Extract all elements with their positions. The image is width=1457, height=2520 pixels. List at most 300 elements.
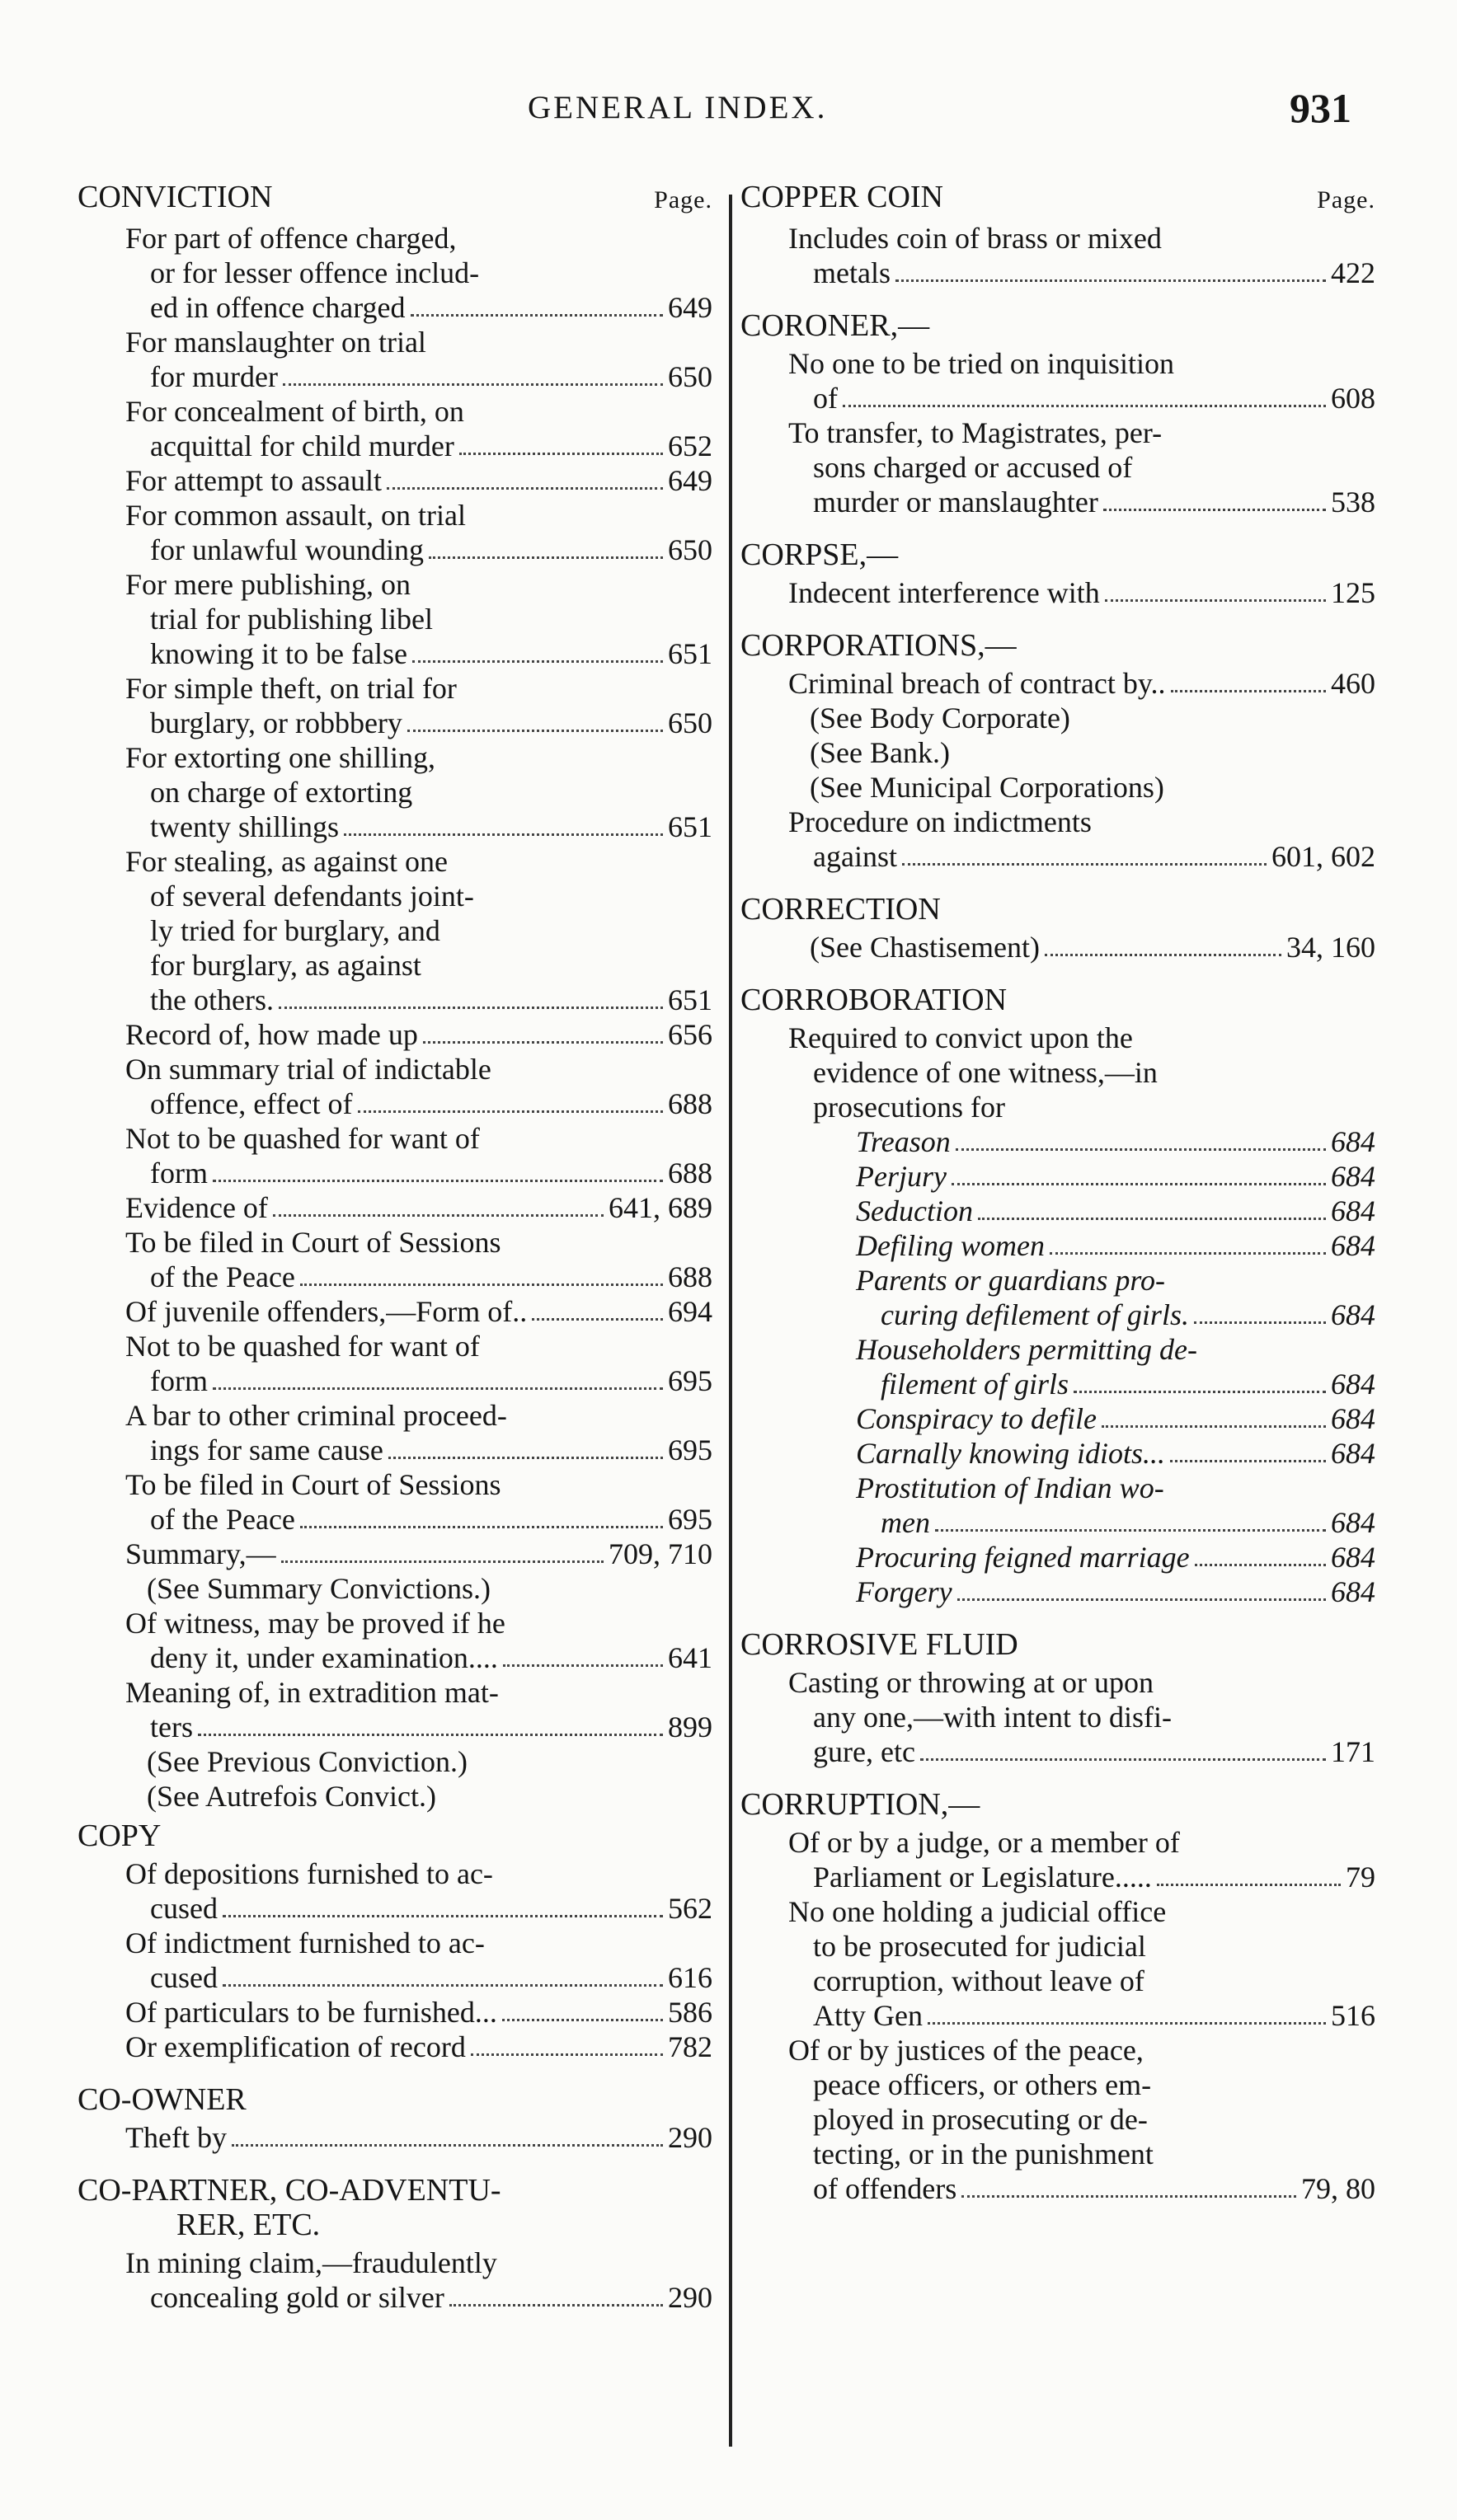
entry-text: ed in offence charged (150, 291, 406, 324)
entry-line: ployed in prosecuting or de- (813, 2103, 1148, 2136)
entry-line: Not to be quashed for want of (125, 1122, 480, 1155)
index-entry (125, 394, 712, 463)
index-subentry (856, 1436, 1375, 1471)
page-reference: 651 (668, 637, 712, 670)
index-entry (125, 1995, 712, 2030)
dot-leader (198, 1734, 663, 1736)
entry-line (788, 666, 1375, 701)
entry-line (788, 256, 1375, 290)
dot-leader (412, 660, 663, 663)
entry-line (856, 1367, 1375, 1401)
entry-line (125, 1640, 712, 1675)
index-entries-copper-coin (740, 221, 1375, 290)
dot-leader (407, 730, 663, 732)
entry-text: concealing gold or silver (150, 2281, 444, 2314)
entry-text: Or exemplification of record (125, 2030, 466, 2063)
page-reference: 684 (1331, 1506, 1375, 1539)
index-heading-corrosive-fluid: CORROSIVE FLUID (740, 1627, 1018, 1662)
entry-line (125, 1891, 712, 1926)
index-entries-co-partner (78, 2245, 712, 2315)
index-entry (125, 671, 712, 740)
index-entry (788, 805, 1375, 874)
entry-text: ters (150, 1711, 193, 1743)
index-entry (788, 346, 1375, 415)
page-reference: 684 (1331, 1298, 1375, 1331)
entry-line: Prostitution of Indian wo- (856, 1471, 1164, 1504)
page-reference: 649 (668, 464, 712, 497)
dot-leader (471, 2053, 663, 2056)
entry-line (856, 1194, 1375, 1228)
entry-text: Seduction (856, 1194, 973, 1227)
entry-line: of several defendants joint- (150, 880, 474, 913)
page-reference: 641, 689 (609, 1191, 712, 1224)
index-entry (125, 1398, 712, 1467)
dot-leader (843, 405, 1326, 407)
entry-text: for murder (150, 360, 278, 393)
page-reference: 601, 602 (1271, 840, 1375, 873)
entry-line: A bar to other criminal proceed- (125, 1399, 507, 1432)
index-subentry (856, 1540, 1375, 1574)
entry-line (125, 429, 712, 463)
entry-line: To be filed in Court of Sessions (125, 1468, 501, 1501)
entry-text: Of particulars to be furnished... (125, 1996, 497, 2029)
page-reference: 782 (668, 2030, 712, 2063)
entry-line: For stealing, as against one (125, 845, 448, 878)
left-column-header (78, 180, 712, 218)
entry-line: For mere publishing, on (125, 568, 411, 601)
entry-text: for unlawful wounding (150, 533, 424, 566)
entry-line (125, 983, 712, 1017)
entry-line: for burglary, as against (150, 949, 421, 982)
entry-line: on charge of extorting (150, 776, 413, 809)
dot-leader (957, 1598, 1326, 1601)
index-heading-corpse: CORPSE,— (740, 537, 899, 572)
entry-text: curing defilement of girls. (881, 1298, 1189, 1331)
page-reference: 695 (668, 1364, 712, 1397)
page-reference: 899 (668, 1711, 712, 1743)
page-reference: 34, 160 (1286, 931, 1375, 964)
page-reference: 684 (1331, 1541, 1375, 1574)
page-reference: 688 (668, 1260, 712, 1293)
entry-line (125, 1363, 712, 1398)
dot-leader (429, 556, 663, 559)
entry-text: of (813, 382, 838, 415)
index-entry (788, 2033, 1375, 2206)
entry-text: of offenders (813, 2172, 957, 2205)
dot-leader (1157, 1884, 1341, 1886)
dot-leader (344, 833, 663, 836)
page-reference: 688 (668, 1157, 712, 1190)
see-reference: (See Bank.) (810, 736, 950, 769)
entry-line: For manslaughter on trial (125, 326, 426, 359)
index-entry (125, 221, 712, 325)
entry-line (788, 485, 1375, 519)
page-reference: 652 (668, 429, 712, 462)
index-entry (788, 1894, 1375, 2033)
entry-line (125, 1433, 712, 1467)
index-heading-correction: CORRECTION (740, 892, 941, 927)
dot-leader (961, 2195, 1296, 2198)
entry-line: tecting, or in the punishment (813, 2138, 1154, 2170)
entry-text: Summary,— (125, 1537, 276, 1570)
entry-line (788, 839, 1375, 874)
index-entry (125, 498, 712, 567)
page-reference: 684 (1331, 1437, 1375, 1470)
index-entry (125, 1052, 712, 1121)
entry-line: For common assault, on trial (125, 499, 466, 532)
entry-line: For extorting one shilling, (125, 741, 435, 774)
entry-text: Conspiracy to defile (856, 1402, 1097, 1435)
page-reference: 290 (668, 2121, 712, 2154)
index-entry (125, 740, 712, 844)
page-reference: 684 (1331, 1402, 1375, 1435)
index-subentry (856, 1194, 1375, 1228)
index-entry (125, 1856, 712, 1926)
dot-leader (273, 1214, 604, 1217)
index-entry (788, 221, 1375, 290)
see-reference: (See Body Corporate) (810, 702, 1070, 734)
page-reference: 709, 710 (609, 1537, 712, 1570)
see-reference: (See Previous Conviction.) (147, 1745, 468, 1778)
index-entry (125, 1294, 712, 1329)
entry-line: On summary trial of indictable (125, 1053, 491, 1086)
dot-leader (1103, 509, 1326, 511)
index-heading-corporations: CORPORATIONS,— (740, 628, 1017, 663)
page-reference: 684 (1331, 1160, 1375, 1193)
entry-line (788, 2171, 1375, 2206)
entry-line (856, 1124, 1375, 1159)
entry-text: burglary, or robbbery (150, 706, 402, 739)
entry-line (125, 636, 712, 671)
entry-line: Procedure on indictments (788, 805, 1092, 838)
see-reference: (See Summary Convictions.) (147, 1572, 491, 1605)
entry-line: Of depositions furnished to ac- (125, 1857, 493, 1890)
entry-text: filement of girls (881, 1368, 1069, 1401)
page-reference: 684 (1331, 1194, 1375, 1227)
entry-line: evidence of one witness,—in (813, 1056, 1158, 1089)
index-heading-conviction: CONVICTION (78, 180, 273, 214)
index-entry (125, 1467, 712, 1537)
page-number: 931 (1290, 85, 1351, 131)
see-reference: (See Chastisement) (810, 931, 1040, 964)
entry-text: of the Peace (150, 1503, 295, 1536)
page-reference: 650 (668, 533, 712, 566)
page-reference: 422 (1331, 256, 1375, 289)
entry-text: men (881, 1506, 930, 1539)
right-column (740, 180, 1375, 2206)
dot-leader (300, 1283, 663, 1286)
index-heading-co-partner (78, 2173, 712, 2242)
index-subentries-corroboration (740, 1124, 1375, 1609)
dot-leader (928, 2022, 1326, 2025)
entry-text: Defiling women (856, 1229, 1045, 1262)
page-reference: 616 (668, 1961, 712, 1994)
index-entry (125, 2030, 712, 2064)
index-entry (125, 2245, 712, 2315)
entry-line: Casting or throwing at or upon (788, 1666, 1154, 1699)
entry-line (856, 1401, 1375, 1436)
index-entries-corrosive-fluid (740, 1665, 1375, 1769)
entry-text: twenty shillings (150, 810, 340, 843)
page-reference: 608 (1331, 382, 1375, 415)
entry-text: of the Peace (150, 1260, 295, 1293)
entry-line: For concealment of birth, on (125, 395, 464, 428)
entry-text: cused (150, 1892, 218, 1925)
entry-line (125, 2120, 712, 2155)
page-reference: 290 (668, 2281, 712, 2314)
dot-leader (1105, 599, 1326, 602)
entry-line (125, 1156, 712, 1190)
dot-leader (1050, 1252, 1326, 1255)
index-entries-copy (78, 1856, 712, 2064)
index-entry (125, 1926, 712, 1995)
entry-line: or for lesser offence includ- (150, 256, 480, 289)
entry-text: cused (150, 1961, 218, 1994)
heading-line: CO-PARTNER, CO-ADVENTU- (78, 2173, 501, 2208)
entry-line (125, 1017, 712, 1052)
entry-line (788, 1734, 1375, 1769)
index-entries-conviction-2 (78, 1606, 712, 1744)
entry-text: form (150, 1157, 208, 1190)
index-entries-coroner (740, 346, 1375, 519)
see-reference-row (810, 930, 1375, 964)
page-reference: 79, 80 (1301, 2172, 1375, 2205)
entry-line: No one to be tried on inquisition (788, 347, 1174, 380)
index-entry (125, 1329, 712, 1398)
dot-leader (281, 1560, 604, 1563)
entry-text: Forgery (856, 1575, 952, 1608)
dot-leader (223, 1915, 663, 1917)
entry-line: No one holding a judicial office (788, 1895, 1167, 1928)
index-entry (125, 567, 712, 671)
page-column-label: Page. (654, 186, 712, 214)
entry-line: Of indictment furnished to ac- (125, 1926, 485, 1959)
running-head (0, 85, 1457, 147)
dot-leader (1171, 690, 1327, 692)
heading-line: RER, ETC. (176, 2208, 321, 2242)
index-entries-corpse (740, 575, 1375, 610)
entry-line (125, 1086, 712, 1121)
entry-line (856, 1574, 1375, 1609)
left-column (78, 180, 712, 2315)
entry-line: To be filed in Court of Sessions (125, 1226, 501, 1259)
dot-leader (213, 1180, 663, 1182)
entry-line: To transfer, to Magistrates, per- (788, 416, 1163, 449)
dot-leader (232, 2144, 663, 2147)
index-entry (125, 1675, 712, 1744)
dot-leader (1074, 1391, 1326, 1393)
entry-line (125, 359, 712, 394)
dot-leader (459, 453, 663, 455)
running-title: GENERAL INDEX. (528, 90, 828, 125)
entry-text: Parliament or Legislature..... (813, 1861, 1152, 1894)
page-reference: 586 (668, 1996, 712, 2029)
entry-text: murder or manslaughter (813, 486, 1098, 519)
entry-line: any one,—with intent to disfi- (813, 1701, 1172, 1734)
page-reference: 516 (1331, 1999, 1375, 2032)
page-reference: 695 (668, 1503, 712, 1536)
entry-line: corruption, without leave of (813, 1964, 1144, 1997)
page-reference: 684 (1331, 1229, 1375, 1262)
index-entry (788, 575, 1375, 610)
index-entry (125, 1537, 712, 1571)
dot-leader (978, 1218, 1326, 1220)
page-reference: 171 (1331, 1735, 1375, 1768)
entry-line (856, 1228, 1375, 1263)
index-entry (125, 325, 712, 394)
dot-leader (902, 863, 1267, 866)
index-heading-corroboration: CORROBORATION (740, 983, 1008, 1017)
page-column-label: Page. (1317, 186, 1375, 214)
dot-leader (503, 1664, 663, 1667)
entry-line (125, 1502, 712, 1537)
page-reference: 562 (668, 1892, 712, 1925)
entry-line: For part of offence charged, (125, 222, 457, 255)
index-entries-corruption (740, 1825, 1375, 2206)
entry-line (125, 1710, 712, 1744)
entry-line: Includes coin of brass or mixed (788, 222, 1162, 255)
index-heading-co-owner: CO-OWNER (78, 2082, 247, 2117)
entry-line (125, 1960, 712, 1995)
page-reference: 684 (1331, 1368, 1375, 1401)
index-entries-conviction (78, 221, 712, 1571)
column-rule (729, 195, 732, 2447)
entry-line: to be prosecuted for judicial (813, 1930, 1146, 1963)
index-entry (788, 1021, 1375, 1124)
index-heading-coroner: CORONER,— (740, 308, 930, 343)
entry-text: Record of, how made up (125, 1018, 418, 1051)
entry-line (125, 1190, 712, 1225)
entry-line (125, 463, 712, 498)
entry-text: deny it, under examination.... (150, 1641, 498, 1674)
index-heading-copper-coin: COPPER COIN (740, 180, 943, 214)
entry-text: Atty Gen (813, 1999, 923, 2032)
index-entries-corporations-2 (740, 805, 1375, 874)
entry-line (788, 575, 1375, 610)
entry-line (856, 1505, 1375, 1540)
index-heading-copy: COPY (78, 1818, 162, 1853)
entry-text: Perjury (856, 1160, 947, 1193)
dot-leader (283, 383, 663, 386)
index-entry (125, 1017, 712, 1052)
dot-leader (952, 1183, 1326, 1185)
page-reference: 460 (1331, 667, 1375, 700)
entry-text: Procuring feigned marriage (856, 1541, 1190, 1574)
dot-leader (1194, 1321, 1326, 1324)
index-subentry (856, 1471, 1375, 1540)
entry-line (125, 2280, 712, 2315)
entry-text: Treason (856, 1125, 951, 1158)
entry-line: ly tried for burglary, and (150, 914, 440, 947)
entry-line: In mining claim,—fraudulently (125, 2246, 497, 2279)
index-subentry (856, 1263, 1375, 1332)
entry-line (125, 533, 712, 567)
entry-text: Carnally knowing idiots... (856, 1437, 1166, 1470)
index-entry (125, 2120, 712, 2155)
entry-text: the others. (150, 983, 274, 1016)
entry-text: ings for same cause (150, 1434, 383, 1466)
index-entry (125, 1225, 712, 1294)
dot-leader (388, 1457, 663, 1459)
entry-text: offence, effect of (150, 1087, 353, 1120)
page-reference: 688 (668, 1087, 712, 1120)
index-subentry (856, 1401, 1375, 1436)
page-reference: 695 (668, 1434, 712, 1466)
index-entry (788, 1825, 1375, 1894)
entry-line: Householders permitting de- (856, 1333, 1197, 1366)
dot-leader (213, 1387, 663, 1390)
entry-line: sons charged or accused of (813, 451, 1133, 484)
dot-leader (449, 2304, 663, 2306)
entry-line (856, 1436, 1375, 1471)
entry-line (125, 1260, 712, 1294)
dot-leader (956, 1148, 1326, 1151)
index-subentry (856, 1332, 1375, 1401)
entry-line: prosecutions for (813, 1091, 1005, 1124)
dot-leader (1102, 1425, 1326, 1428)
entry-line: Of witness, may be proved if he (125, 1607, 505, 1640)
entry-text: knowing it to be false (150, 637, 407, 670)
entry-line (125, 1995, 712, 2030)
dot-leader (279, 1007, 663, 1009)
entry-text: acquittal for child murder (150, 429, 454, 462)
entry-text: For attempt to assault (125, 464, 382, 497)
dot-leader (895, 279, 1326, 282)
entry-text: metals (813, 256, 891, 289)
page-reference: 684 (1331, 1125, 1375, 1158)
entry-text: Theft by (125, 2121, 227, 2154)
page-reference: 651 (668, 983, 712, 1016)
page-reference: 694 (668, 1295, 712, 1328)
page-reference: 651 (668, 810, 712, 843)
page-reference: 79 (1346, 1861, 1375, 1894)
index-heading-corruption: CORRUPTION,— (740, 1787, 980, 1822)
entry-line (125, 1537, 712, 1571)
entry-line (125, 1294, 712, 1329)
index-entries-co-owner (78, 2120, 712, 2155)
index-entry (788, 415, 1375, 519)
entry-text: against (813, 840, 897, 873)
index-subentry (856, 1159, 1375, 1194)
dot-leader (502, 2019, 663, 2021)
entry-line (125, 2030, 712, 2064)
index-entry (125, 844, 712, 1017)
entry-line: Of or by a judge, or a member of (788, 1826, 1180, 1859)
dot-leader (1045, 954, 1281, 956)
entry-line (788, 1860, 1375, 1894)
entry-line: Meaning of, in extradition mat- (125, 1676, 499, 1709)
page-reference: 684 (1331, 1575, 1375, 1608)
entry-line: Of or by justices of the peace, (788, 2034, 1144, 2067)
entry-text: gure, etc (813, 1735, 915, 1768)
dot-leader (1195, 1564, 1326, 1566)
entry-line (125, 706, 712, 740)
index-subentry (856, 1228, 1375, 1263)
page-reference: 125 (1331, 576, 1375, 609)
entry-line (125, 290, 712, 325)
entry-line: peace officers, or others em- (813, 2068, 1152, 2101)
entry-line: Not to be quashed for want of (125, 1330, 480, 1363)
dot-leader (935, 1529, 1326, 1532)
index-subentry (856, 1574, 1375, 1609)
entry-line (856, 1540, 1375, 1574)
dot-leader (423, 1041, 663, 1044)
page-reference: 538 (1331, 486, 1375, 519)
page-reference: 650 (668, 360, 712, 393)
entry-line (125, 809, 712, 844)
entry-line (788, 1998, 1375, 2033)
index-subentry (856, 1124, 1375, 1159)
